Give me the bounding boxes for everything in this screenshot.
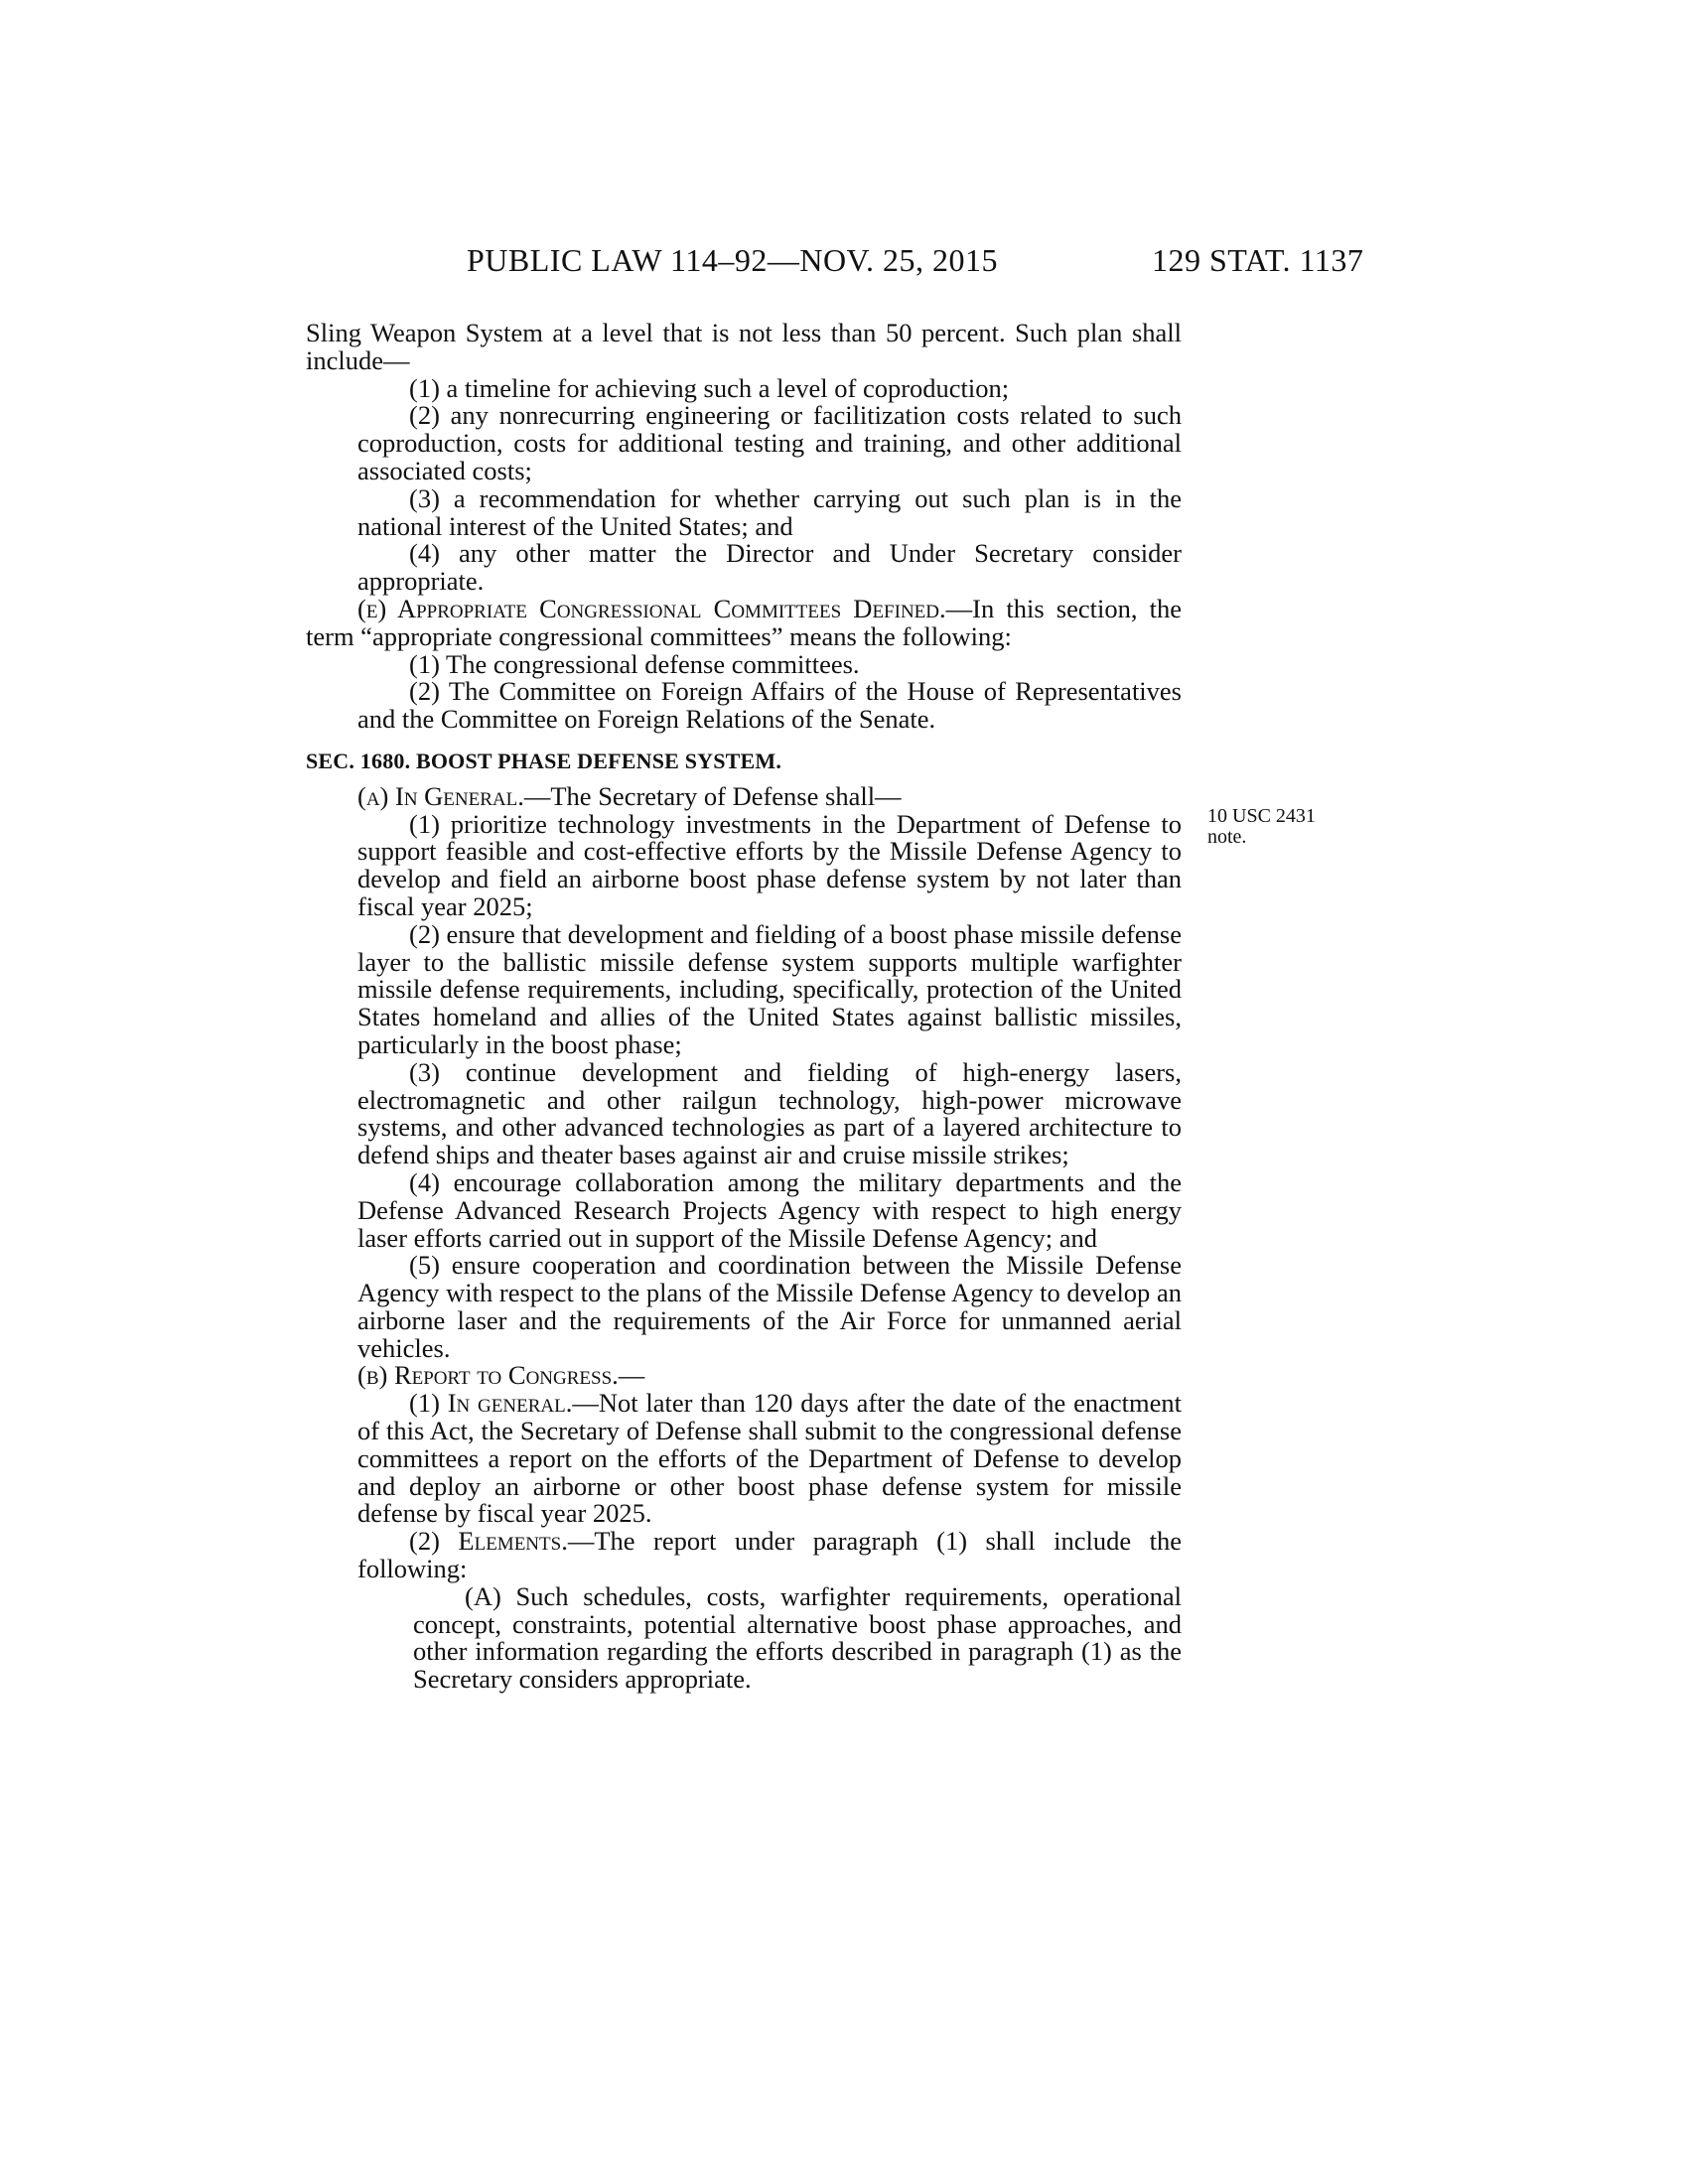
running-header-title: PUBLIC LAW 114–92—NOV. 25, 2015 (467, 242, 999, 278)
paragraph-plan-item-3: (3) a recommendation for whether carrying out such plan is in the national interest of the United States; and (357, 482, 1182, 541)
running-header-page-number: 129 STAT. 1137 (1152, 242, 1364, 278)
b-item-1-heading: (1) In general. (409, 1388, 573, 1419)
b-item-2-heading: (2) Elements. (409, 1526, 568, 1557)
subsection-a-text: —The Secretary of Defense shall— (523, 780, 902, 811)
subsection-b-text: — (618, 1360, 645, 1391)
b-item-1-text: —Not later than 120 days after the date of the enactment of this Act, the Secretary of Defense shall submit to the congressional defense committees a report on the efforts of the Department of Defense to develop and deploy an airborne or other boost phase defense system for missile defense by fiscal year 2025. (357, 1388, 1182, 1529)
paragraph-b-element-A: (A) Such schedules, costs, warfighter requirements, operational concept, constraints, potential alternative boost phase approaches, and other information regarding the efforts described in paragraph (1) as the Secretary considers appropriate. (413, 1580, 1182, 1695)
margin-note (1207, 806, 1366, 848)
paragraph-committee-item-1: (1) The congressional defense committees. (409, 648, 860, 679)
paragraph-b-item-1 (306, 1390, 1182, 1528)
paragraph-plan-item-1: (1) a timeline for achieving such a level of coproduction; (409, 372, 1010, 403)
paragraph-plan-item-4: (4) any other matter the Director and Under Secretary consider appropriate. (357, 538, 1182, 597)
section-heading: SEC. 1680. BOOST PHASE DEFENSE SYSTEM. (306, 748, 782, 773)
paragraph-a-item-4: (4) encourage collaboration among the military departments and the Defense Advanced Research Projects Agency with respect to high energy laser efforts carried out in support of the Missile Defense Agency; and (357, 1166, 1182, 1253)
subsection-b-heading: (b) Report to Congress. (357, 1360, 619, 1391)
paragraph-a-item-5: (5) ensure cooperation and coordination between the Missile Defense Agency with respect to the plans of the Missile Defense Agency to develop an airborne laser and the requirements of the Air Force for unmanned aerial vehicles. (357, 1250, 1182, 1363)
paragraph-subsection-e (306, 593, 1182, 651)
paragraph-committee-item-2: (2) The Committee on Foreign Affairs of the House of Representatives and the Committee on Foreign Relations of the Senate. (357, 676, 1182, 735)
paragraph-continuation: Sling Weapon System at a level that is not less than 50 percent. Such plan shall include— (306, 318, 1182, 375)
paragraph-subsection-b (306, 1362, 1182, 1390)
margin-note-citation: 10 USC 2431 (1207, 805, 1316, 827)
paragraph-a-item-1: (1) prioritize technology investments in the Department of Defense to support feasible and cost-effective efforts by the Missile Defense Agency to develop and field an airborne boost phase defense system by not later than fiscal year 2025; (357, 808, 1182, 921)
document-body (306, 320, 1182, 1694)
subsection-a-heading: (a) In General. (357, 780, 524, 811)
paragraph-a-item-2: (2) ensure that development and fielding of a boost phase missile defense layer to the ballistic missile defense system supports multiple warfighter missile defense requirements, including, specifically, protection of the United States homeland and allies of the United States against ballistic missiles, particularly in the boost phase; (357, 918, 1182, 1059)
paragraph-b-item-2 (306, 1528, 1182, 1583)
margin-note-suffix: note. (1207, 826, 1247, 848)
paragraph-a-item-3: (3) continue development and fielding of high-energy lasers, electromagnetic and other railgun technology, high-power microwave systems, and other advanced technologies as part of a layered architecture to defend ships and theater bases against air and cruise missile strikes; (357, 1056, 1182, 1170)
paragraph-plan-item-2: (2) any nonrecurring engineering or facilitization costs related to such coproduction, costs for additional testing and training, and other additional associated costs; (357, 400, 1182, 485)
subsection-e-heading: (e) Appropriate Congressional Committees Defined. (357, 593, 946, 623)
subsection-e-text: —In this section, the term “appropriate congressional committees” means the following: (306, 593, 1182, 651)
paragraph-subsection-a (306, 780, 1182, 811)
b-item-2-text: —The report under paragraph (1) shall include the following: (357, 1526, 1182, 1584)
